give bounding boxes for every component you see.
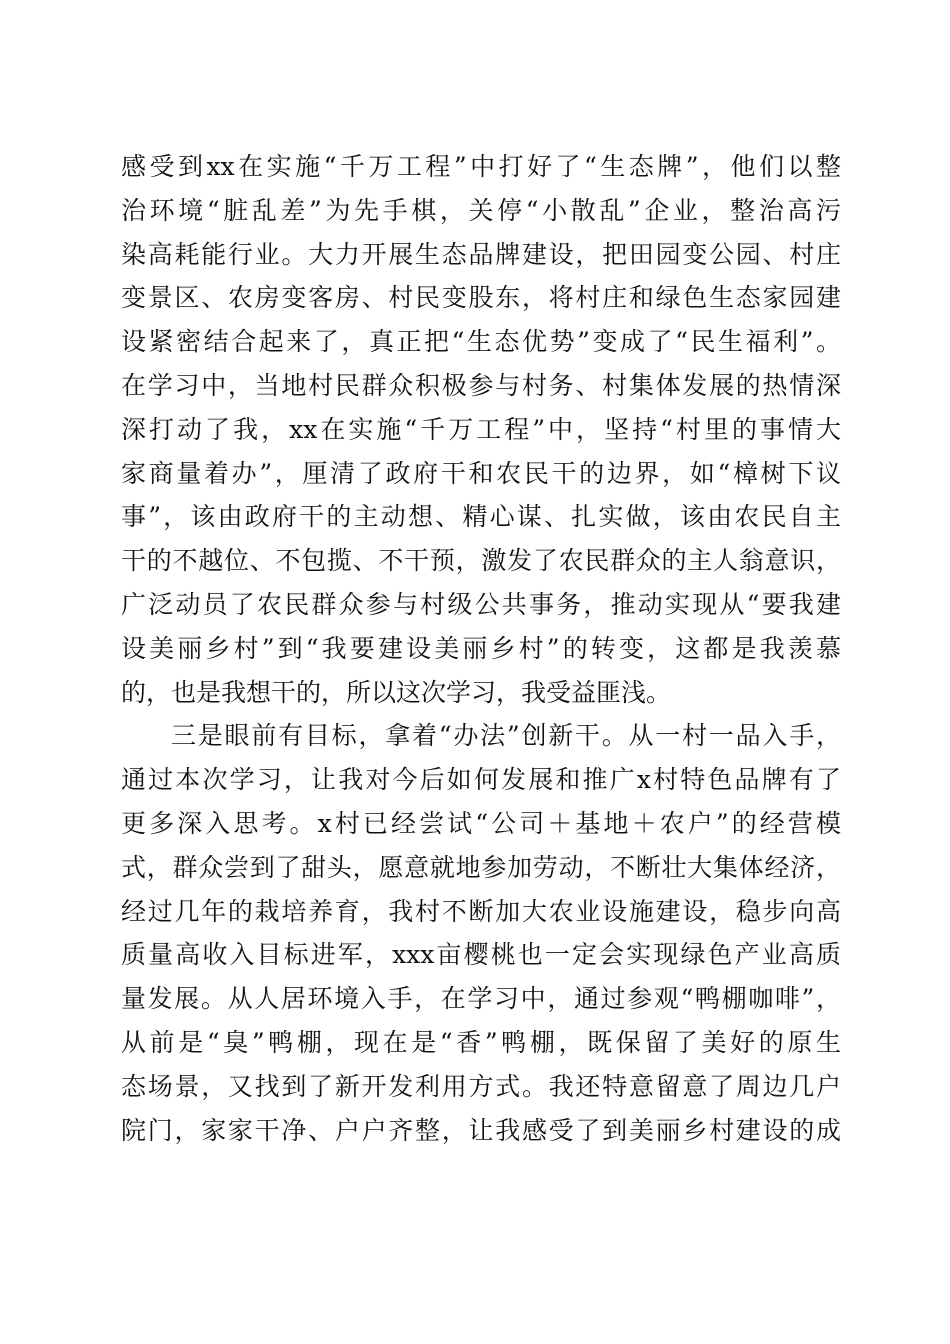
- text-line: 事”，该由政府干的主动想、精心谋、扎实做，该由农民自主: [121, 502, 841, 532]
- text-line: 质量高收入目标进军，xxx亩樱桃也一定会实现绿色产业高质: [121, 940, 841, 970]
- text-line: 染高耗能行业。大力开展生态品牌建设，把田园变公园、村庄: [121, 239, 841, 269]
- text-line: 从前是“臭”鸭棚，现在是“香”鸭棚，既保留了美好的原生: [121, 1027, 841, 1057]
- text-line: 广泛动员了农民群众参与村级公共事务，推动实现从“要我建: [121, 589, 841, 619]
- text-line: 变景区、农房变客房、村民变股东，将村庄和绿色生态家园建: [121, 283, 841, 313]
- text-line: 院门，家家干净、户户齐整，让我感受了到美丽乡村建设的成: [121, 1115, 841, 1145]
- text-line: 经过几年的栽培养育，我村不断加大农业设施建设，稳步向高: [121, 896, 841, 926]
- text-line: 在学习中，当地村民群众积极参与村务、村集体发展的热情深: [121, 370, 841, 400]
- text-line: 家商量着办”，厘清了政府干和农民干的边界，如“樟树下议: [121, 458, 841, 488]
- text-line: 设美丽乡村”到“我要建设美丽乡村”的转变，这都是我羡慕: [121, 633, 841, 663]
- text-line: 三是眼前有目标，拿着“办法”创新干。从一村一品入手，: [171, 721, 841, 751]
- text-line: 设紧密结合起来了，真正把“生态优势”变成了“民生福利”。: [121, 327, 841, 357]
- text-line: 干的不越位、不包揽、不干预，激发了农民群众的主人翁意识，: [121, 546, 841, 576]
- text-line: 态场景，又找到了新开发利用方式。我还特意留意了周边几户: [121, 1071, 841, 1101]
- text-line: 深打动了我，xx在实施“千万工程”中，坚持“村里的事情大: [121, 414, 841, 444]
- text-line: 的，也是我想干的，所以这次学习，我受益匪浅。: [121, 677, 672, 707]
- text-line: 治环境“脏乱差”为先手棋，关停“小散乱”企业，整治高污: [121, 195, 841, 225]
- text-line: 式，群众尝到了甜头，愿意就地参加劳动，不断壮大集体经济，: [121, 852, 841, 882]
- text-line: 更多深入思考。x村已经尝试“公司＋基地＋农户”的经营模: [121, 808, 841, 838]
- text-line: 感受到xx在实施“千万工程”中打好了“生态牌”，他们以整: [121, 152, 841, 181]
- paragraph: [121, 714, 841, 1152]
- paragraph: [121, 145, 841, 714]
- text-line: 通过本次学习，让我对今后如何发展和推广x村特色品牌有了: [121, 765, 841, 795]
- text-line: 量发展。从人居环境入手，在学习中，通过参观“鸭棚咖啡”，: [121, 984, 841, 1014]
- body-text: [121, 145, 841, 1152]
